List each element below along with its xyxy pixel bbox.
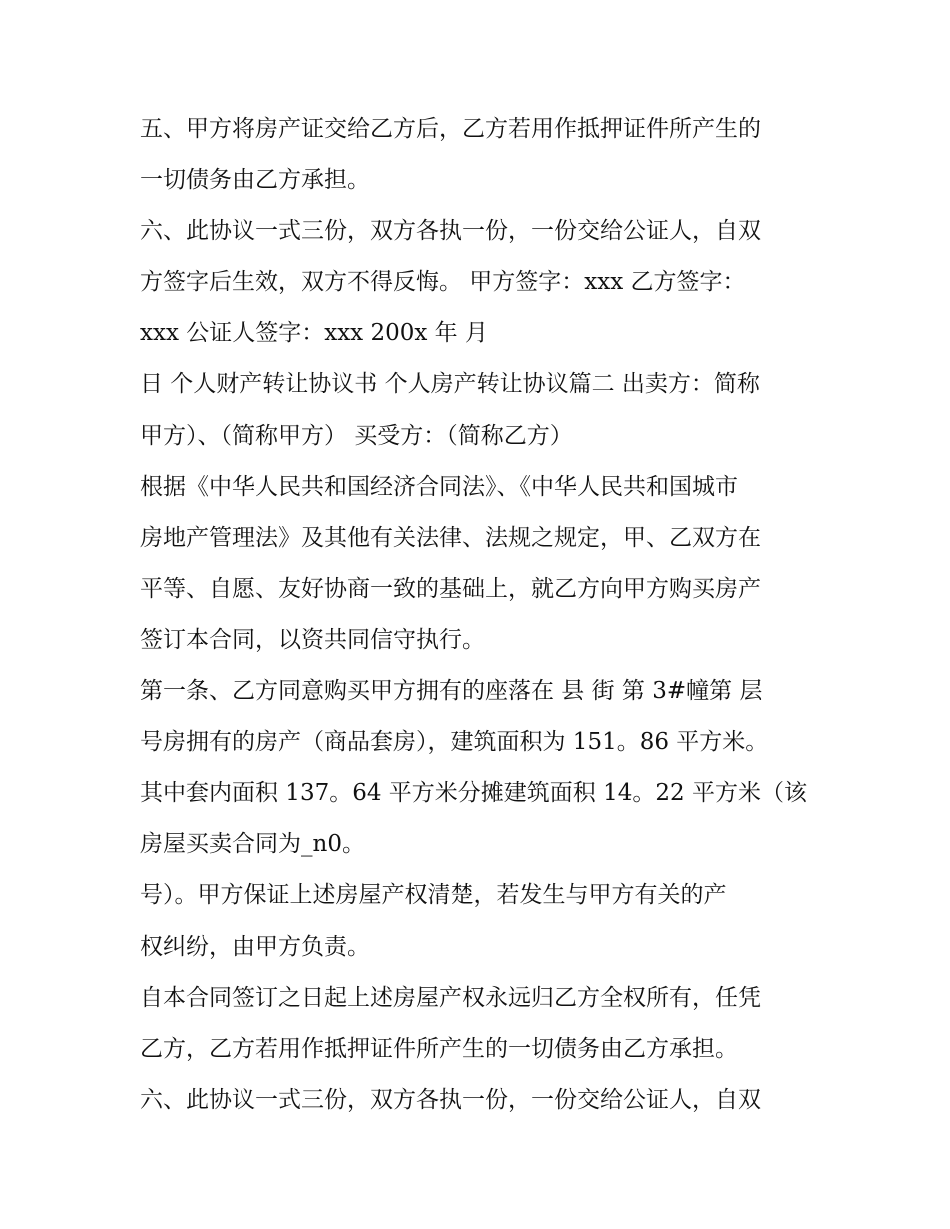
text-line: 第一条、乙方同意购买甲方拥有的座落在 县 街 第 3#幢第 层 — [140, 678, 763, 705]
text-line: 五、甲方将房产证交给乙方后，乙方若用作抵押证件所产生的 — [140, 116, 761, 142]
text-line: xxx 公证人签字：xxx 200x 年 月 — [140, 320, 488, 347]
text-line: 日 个人财产转让协议书 个人房产转让协议篇二 出卖方：简称 — [140, 371, 760, 398]
document-body — [140, 104, 830, 1126]
text-line: 六、此协议一式三份，双方各执一份，一份交给公证人，自双 — [140, 1086, 761, 1113]
text-line: 平等、自愿、友好协商一致的基础上，就乙方向甲方购买房产 — [140, 575, 761, 602]
text-line: 方签字后生效，双方不得反悔。 甲方签字：xxx 乙方签字： — [140, 269, 746, 296]
text-line: 权纠纷，由甲方负责。 — [140, 933, 370, 960]
text-line: 房屋买卖合同为_n0。 — [140, 831, 365, 858]
text-line: 自本合同签订之日起上述房屋产权永远归乙方全权所有，任凭 — [140, 984, 761, 1011]
text-line: 六、此协议一式三份，双方各执一份，一份交给公证人，自双 — [140, 218, 761, 245]
text-line: 根据《中华人民共和国经济合同法》、《中华人民共和国城市 — [140, 473, 738, 500]
text-line: 一切债务由乙方承担。 — [140, 167, 370, 194]
text-line: 号）。甲方保证上述房屋产权清楚，若发生与甲方有关的产 — [140, 882, 727, 909]
text-line: 号房拥有的房产（商品套房），建筑面积为 151。86 平方米。 — [140, 729, 769, 756]
text-line: 签订本合同，以资共同信守执行。 — [140, 626, 485, 653]
text-line: 乙方，乙方若用作抵押证件所产生的一切债务由乙方承担。 — [140, 1035, 738, 1062]
text-line: 其中套内面积 137。64 平方米分摊建筑面积 14。22 平方米（该 — [140, 780, 807, 807]
text-line: 房地产管理法》及其他有关法律、法规之规定，甲、乙双方在 — [140, 524, 761, 551]
text-line: 甲方）、（简称甲方） 买受方：（简称乙方） — [140, 422, 573, 449]
